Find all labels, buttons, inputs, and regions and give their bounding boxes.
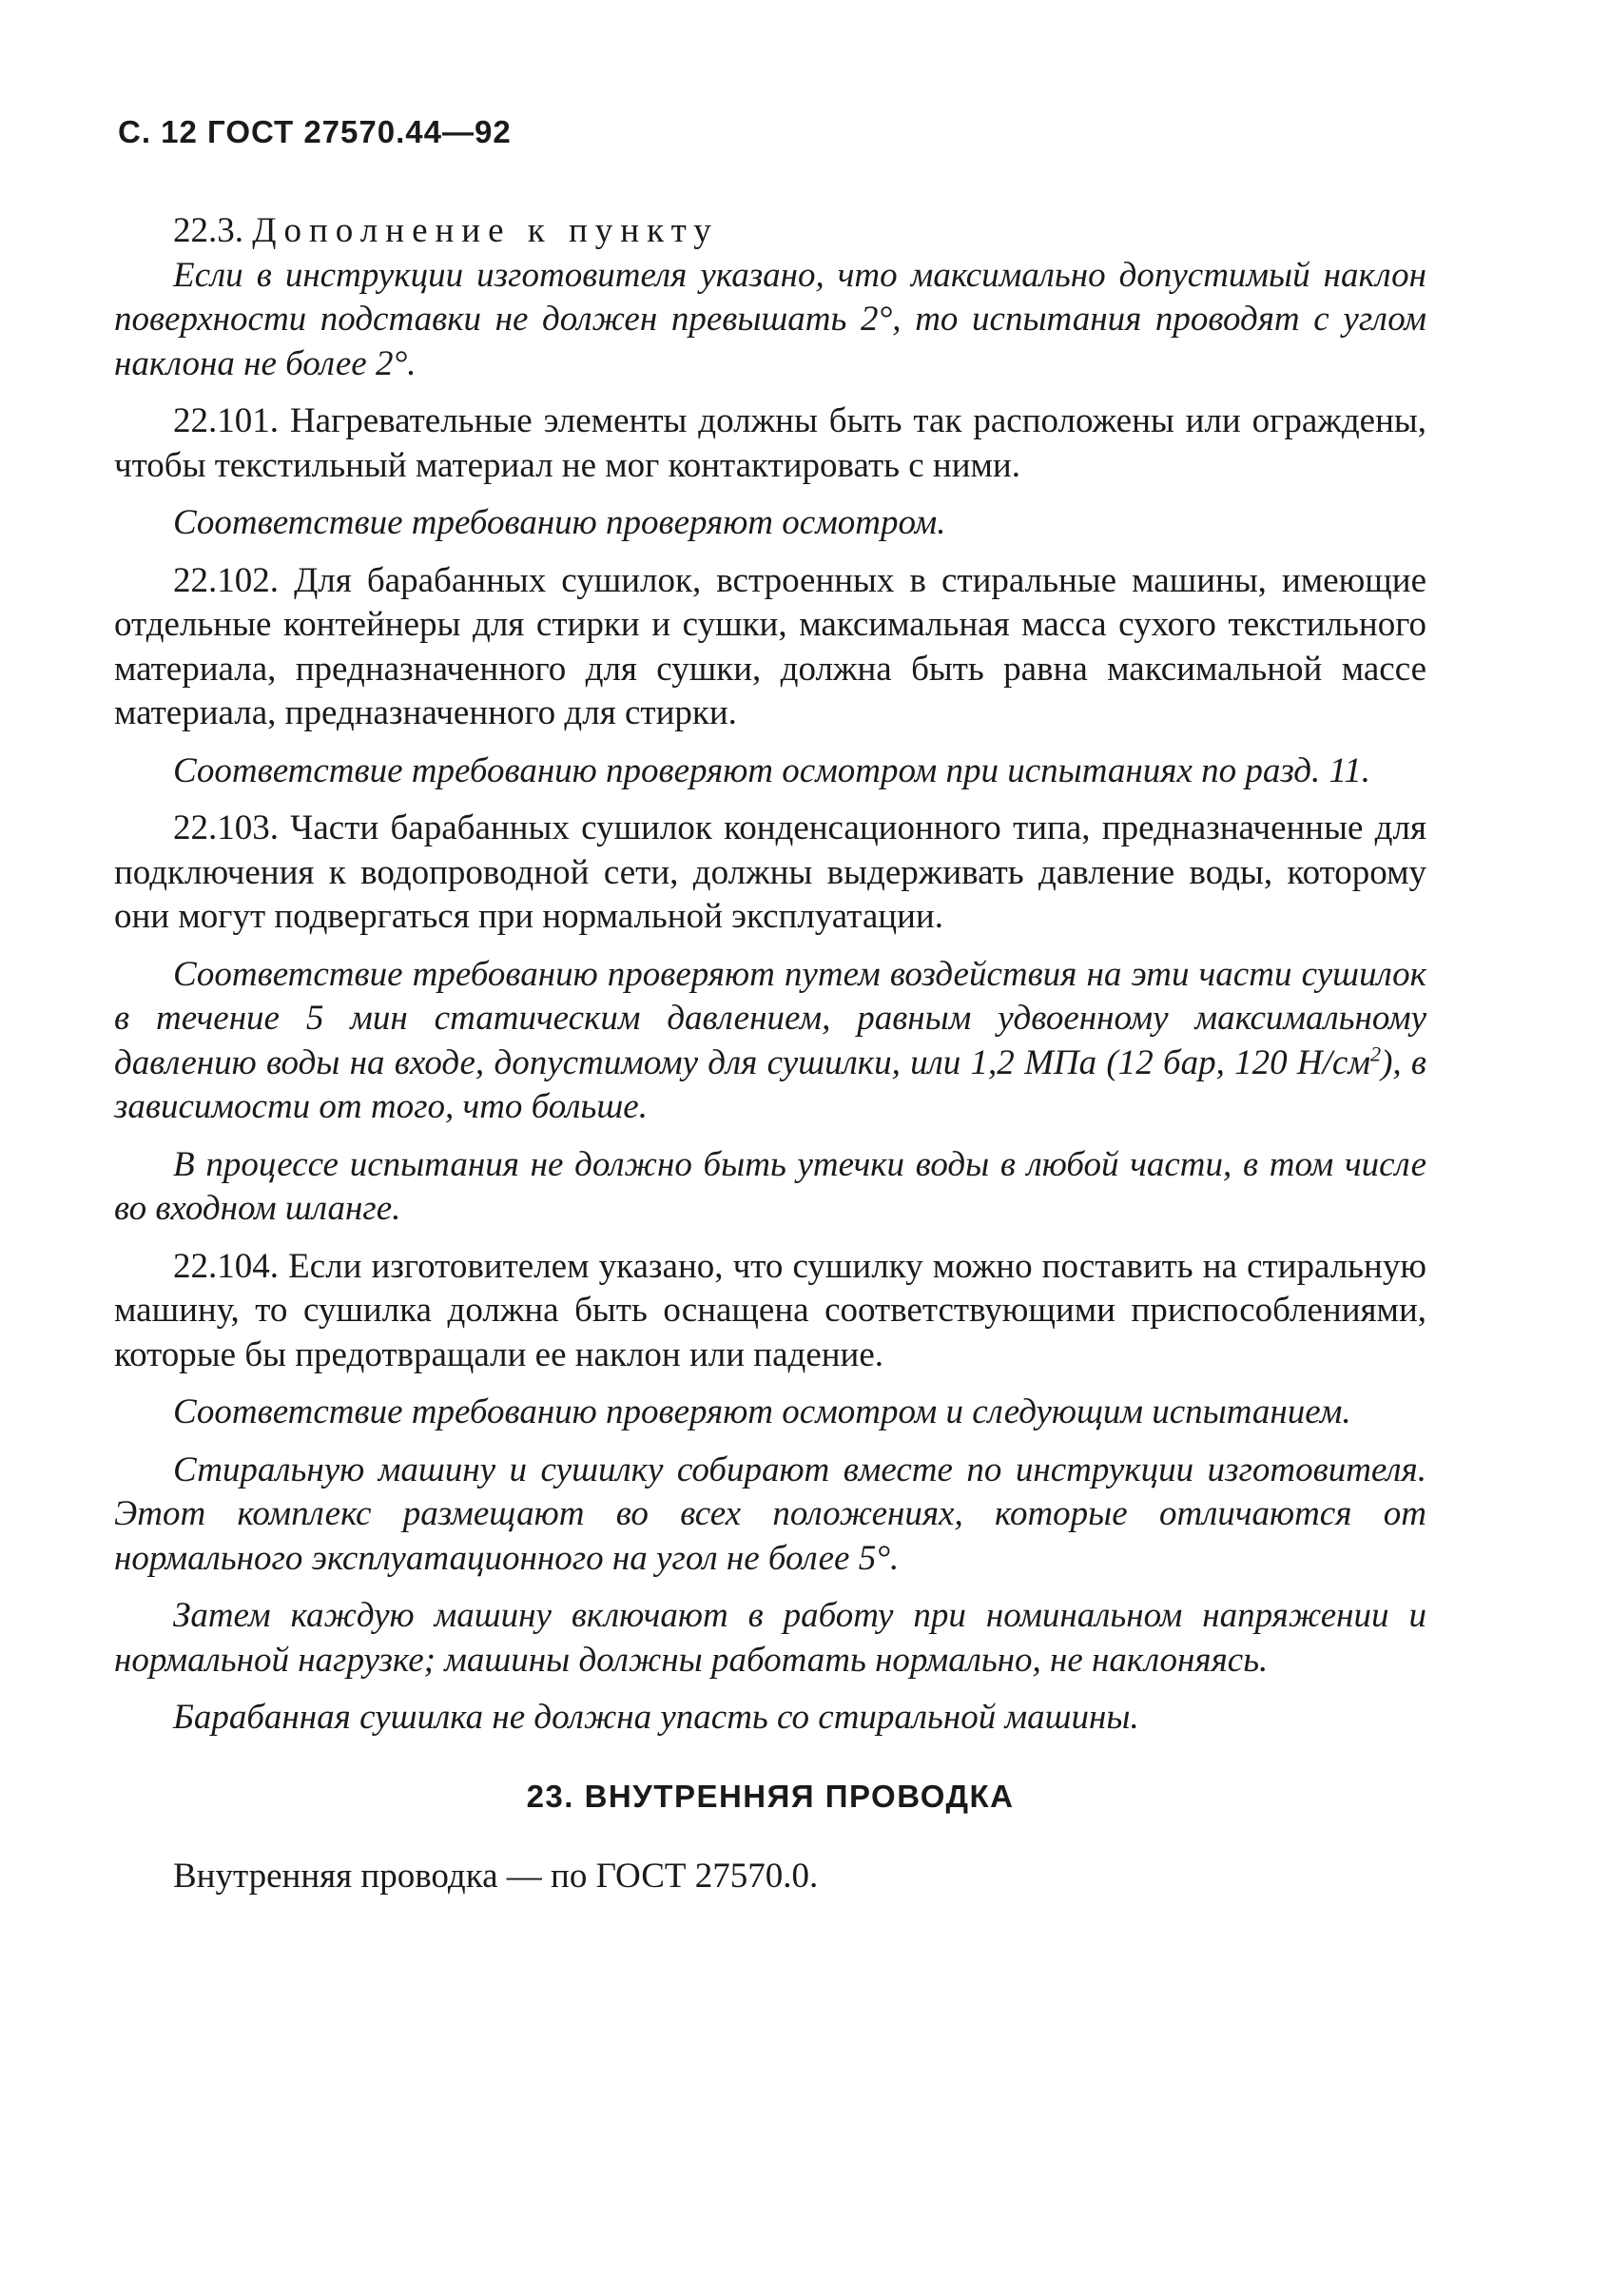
check-text-before: Соответствие требованию проверяют путем воздействия на эти части сушилок в течение 5 мин статическим давлением, равным удвоенному максимальному давлению воды на входе, допустимому для сушилки, или 1,2 МПа (12 бар, 120 Н/см <box>114 954 1426 1082</box>
clause-22-101-check: Соответствие требованию проверяют осмотром. <box>173 503 946 542</box>
clause-22-102-check: Соответствие требованию проверяют осмотром при испытаниях по разд. 11. <box>173 750 1371 790</box>
page-header: С. 12 ГОСТ 27570.44—92 <box>118 114 512 149</box>
clause-22-103-check <box>114 953 1426 1130</box>
clause-22-104-check: Соответствие требованию проверяют осмотром и следующим испытанием. <box>173 1392 1351 1431</box>
clause-22-104-result: Барабанная сушилка не должна упасть со стиральной машины. <box>173 1698 1139 1737</box>
clause-title: Дополнение к пункту <box>252 211 719 250</box>
section-23-text: Внутренняя проводка — по ГОСТ 27570.0. <box>173 1856 819 1896</box>
clause-22-104: 22.104. Если изготовителем указано, что сушилку можно поставить на стиральную машину, то сушилка должна быть оснащена соответствующими приспособлениями, которые бы предотвращали ее наклон или падение. <box>114 1246 1426 1374</box>
section-23-title: 23. ВНУТРЕННЯЯ ПРОВОДКА <box>526 1778 1015 1814</box>
clause-22-3-text: Если в инструкции изготовителя указано, что максимально допустимый наклон поверхности подставки не должен превышать 2°, то испытания проводят с углом наклона не более 2°. <box>114 255 1426 383</box>
clause-number: 22.3. <box>173 211 243 250</box>
superscript: 2 <box>1369 1041 1382 1066</box>
clause-22-3-heading <box>114 209 1426 254</box>
clause-22-102: 22.102. Для барабанных сушилок, встроенных в стиральные машины, имеющие отдельные контейнеры для стирки и сушки, максимальная масса сухого текстильного материала, предназначенного для сушки, должна быть равна максимальной массе материала, предназначенного для стирки. <box>114 560 1426 732</box>
clause-22-104-operation: Затем каждую машину включают в работу при номинальном напряжении и нормальной нагрузке; машины должны работать нормально, не наклоняясь. <box>114 1596 1426 1680</box>
clause-22-104-assembly: Стиральную машину и сушилку собирают вместе по инструкции изготовителя. Этот комплекс размещают во всех положениях, которые отличаются от нормального эксплуатационного на угол не более 5°. <box>114 1450 1426 1578</box>
clause-22-103-leak: В процессе испытания не должно быть утечки воды в любой части, в том числе во входном шланге. <box>114 1144 1426 1228</box>
clause-22-103: 22.103. Части барабанных сушилок конденсационного типа, предназначенные для подключения к водопроводной сети, должны выдерживать давление воды, которому они могут подвергаться при нормальной эксплуатации. <box>114 808 1426 936</box>
clause-22-101: 22.101. Нагревательные элементы должны быть так расположены или ограждены, чтобы текстильный материал не мог контактировать с ними. <box>114 401 1426 485</box>
check-text-after: ), в зависимости от того, что больше. <box>114 1042 1426 1126</box>
document-page <box>114 114 1426 1898</box>
